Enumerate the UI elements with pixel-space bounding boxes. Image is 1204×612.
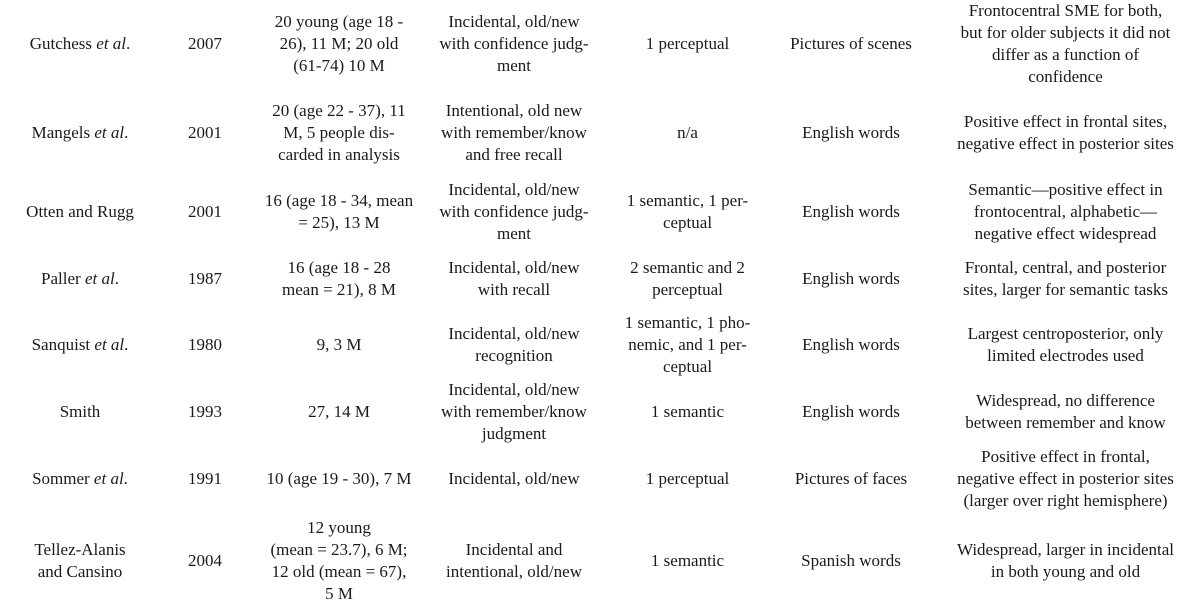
encoding-cell: 1 perceptual [645,34,730,53]
findings-cell: Frontocentral SME for both, but for older subjects it did not differ as a function of confidence [960,1,1171,86]
task-cell: Incidental and intentional, old/new [446,540,582,581]
findings-cell: Widespread, larger in incidental in both young and old [956,540,1175,581]
year-cell: 1987 [188,268,222,288]
table-row [0,88,1204,178]
year-cell: 2001 [188,202,222,221]
stimuli-cell: English words [802,268,900,288]
subjects-cell: 27, 14 M [308,402,370,421]
task-cell: Incidental, old/new recognition [448,324,580,365]
stimuli-cell: Spanish words [801,551,901,570]
stimuli-cell: English words [802,202,900,221]
task-cell: Incidental, old/new with remember/know judgment [441,380,587,443]
findings-cell: Positive effect in frontal, negative effect in posterior sites (larger over right hemisphere) [957,447,1174,510]
subjects-cell: 9, 3 M [316,335,362,354]
table-row [0,246,1204,311]
task-cell: Incidental, old/new [448,469,580,488]
encoding-cell: 1 semantic [650,551,725,570]
year-cell: 1993 [188,402,222,421]
year-cell: 2007 [188,34,222,53]
subjects-cell: 20 (age 22 - 37), 11 M, 5 people dis- carded in analysis [272,101,406,164]
task-cell: Incidental, old/new with confidence judg- ment [439,12,589,75]
author-cell: Smith [59,402,101,421]
stimuli-cell: Pictures of scenes [790,34,912,53]
encoding-cell: 1 perceptual [645,469,730,488]
findings-cell: Frontal, central, and posterior sites, larger for semantic tasks [962,257,1169,299]
task-cell: Incidental, old/new with confidence judg- ment [439,180,589,243]
encoding-cell: 2 semantic and 2 perceptual [630,257,745,299]
table-row [0,513,1204,609]
subjects-cell: 16 (age 18 - 28 mean = 21), 8 M [282,257,396,299]
subjects-cell: 12 young (mean = 23.7), 6 M; 12 old (mean = 67), 5 M [270,518,408,603]
findings-cell: Widespread, no difference between remember and know [965,391,1166,432]
year-cell: 2001 [188,123,222,142]
table-row [0,379,1204,445]
encoding-cell: n/a [677,123,698,142]
encoding-cell: 1 semantic, 1 per- ceptual [626,191,749,232]
table-row [0,311,1204,379]
author-cell: Paller et al. [41,268,119,288]
author-cell: Mangels et al. [31,123,129,142]
stimuli-cell: Pictures of faces [794,469,908,488]
task-cell: Incidental, old/new with recall [448,257,580,299]
table-row [0,178,1204,246]
year-cell: 2004 [188,551,222,570]
year-cell: 1980 [188,335,222,354]
author-cell: Tellez-Alanis and Cansino [34,540,126,581]
encoding-cell: 1 semantic, 1 pho- nemic, and 1 per- ceptual [624,313,751,376]
table-row [0,0,1204,88]
author-cell: Gutchess et al. [29,34,131,53]
stimuli-cell: English words [802,335,900,354]
author-cell: Sommer et al. [32,469,128,488]
encoding-cell: 1 semantic [650,402,725,421]
year-cell: 1991 [188,469,222,488]
subjects-cell: 16 (age 18 - 34, mean = 25), 13 M [264,191,414,232]
author-cell: Sanquist et al. [31,335,129,354]
subjects-cell: 20 young (age 18 - 26), 11 M; 20 old (61-74) 10 M [274,12,404,75]
findings-cell: Largest centroposterior, only limited electrodes used [967,324,1164,365]
table-row [0,445,1204,513]
findings-cell: Positive effect in frontal sites, negative effect in posterior sites [957,112,1174,153]
task-cell: Intentional, old new with remember/know and free recall [441,101,587,164]
stimuli-cell: English words [802,123,900,142]
findings-cell: Semantic—positive effect in frontocentral, alphabetic— negative effect widespread [968,180,1163,243]
author-cell: Otten and Rugg [26,202,134,221]
stimuli-cell: English words [802,402,900,421]
subjects-cell: 10 (age 19 - 30), 7 M [266,469,412,488]
